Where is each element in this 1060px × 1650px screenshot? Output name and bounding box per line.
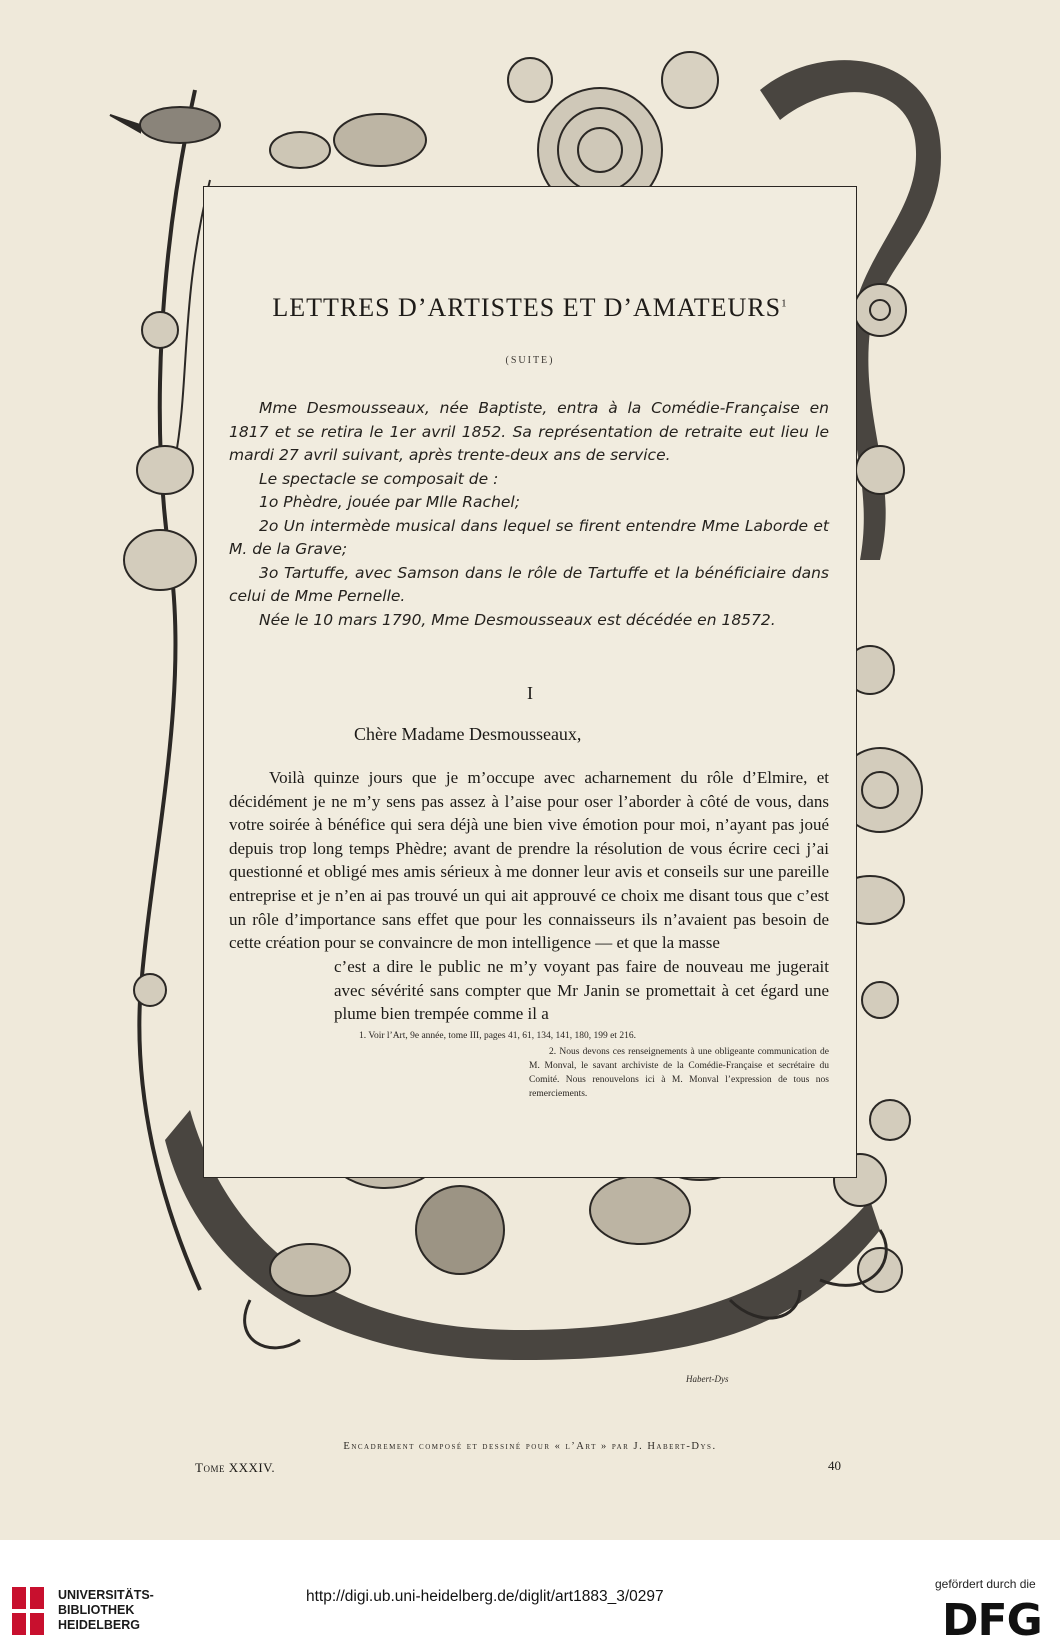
intro-paragraph-1: Mme Desmousseaux, née Baptiste, entra à la Comédie-Française en 1817 et se retira le 1er avril 1852. Sa représentation de retraite eut lieu le mardi 27 avril suivant, après trente-deux ans de service. [229, 399, 829, 464]
dfg-logo: DFG [942, 1595, 1042, 1646]
vine-left [139, 90, 200, 1290]
article-subtitle: (SUITE) [505, 355, 555, 366]
footnote-1: 1. Voir l’Art, 9e année, tome III, pages 41, 61, 134, 141, 180, 199 et 216. [359, 1031, 636, 1041]
bird [110, 107, 220, 143]
library-name-line-1: UNIVERSITÄTS- [58, 1588, 154, 1602]
title-footnote-mark: 1 [781, 297, 788, 310]
intro-italic-block [229, 397, 829, 632]
library-name-line-2: BIBLIOTHEK [58, 1603, 135, 1617]
article-title [204, 293, 856, 323]
intro-paragraph-2: Le spectacle se composait de : [259, 469, 499, 488]
letter-paragraph-cont: c’est a dire le public ne m’y voyant pas faire de nouveau me jugerait avec sévérité sans compter que Mr Janin se promettait à cet égard une plume bien trempée comme il a [334, 957, 829, 1024]
volume-label: Tome XXXIV. [195, 1460, 276, 1475]
intro-paragraph-6: Née le 10 mars 1790, Mme Desmousseaux est décédée en 18572. [259, 610, 776, 629]
letter-body-continued [334, 955, 829, 1026]
page-number: 40 [828, 1458, 841, 1473]
university-library-logo-icon [10, 1585, 46, 1639]
digitization-footer [0, 1540, 1060, 1650]
intro-paragraph-3: 1o Phèdre, jouée par Mlle Rachel; [259, 493, 520, 511]
funding-note: gefördert durch die [935, 1577, 1036, 1591]
frame-caption: Encadrement composé et dessiné pour « l’Art » par J. Habert-Dys. [343, 1441, 717, 1452]
article-text-frame [203, 186, 857, 1178]
letter-body [229, 766, 829, 955]
permalink-url[interactable]: http://digi.ub.uni-heidelberg.de/diglit/art1883_3/0297 [306, 1588, 664, 1605]
letter-numeral: I [527, 683, 533, 703]
footnote-2: 2. Nous devons ces renseignements à une obligeante communication de M. Monval, le savant archiviste de la Comédie-Française et secrétaire du Comité. Nous renouvelons ici à M. Monval l’expression de tous nos remerciements. [529, 1047, 829, 1099]
article-title-text: LETTRES D’ARTISTES ET D’AMATEURS [272, 293, 782, 322]
letter-salutation: Chère Madame Desmousseaux, [354, 724, 582, 744]
library-name-line-3: HEIDELBERG [58, 1618, 140, 1632]
artist-signature: Habert-Dys [686, 1374, 729, 1384]
intro-paragraph-4: 2o Un intermède musical dans lequel se firent entendre Mme Laborde et M. de la Grave; [229, 516, 829, 558]
letter-paragraph: Voilà quinze jours que je m’occupe avec acharnement du rôle d’Elmire, et décidément je ne m’y sens pas assez à l’aise pour oser l’aborder à côté de vous, dans votre soirée à bénéfice qui sera déjà une bien vive émotion pour moi, n’ayant pas joué depuis trop long temps Phèdre; avant de prendre la résolution de vous écrire ceci j’ai questionné et obligé mes amis sérieux à me donner leur avis et conseils sur une pareille entreprise et je n’en ai pas trouvé un qui ait approuvé ce choix me disant tous que c’est un rôle d’importance sans effet que pour les connaisseurs ils n’avaient pas besoin de cette création pour se convaincre de mon intelligence — et que la masse [229, 768, 829, 953]
library-name [58, 1588, 154, 1633]
intro-paragraph-5: 3o Tartuffe, avec Samson dans le rôle de Tartuffe et la bénéficiaire dans celui de Mme Pernelle. [229, 563, 829, 605]
